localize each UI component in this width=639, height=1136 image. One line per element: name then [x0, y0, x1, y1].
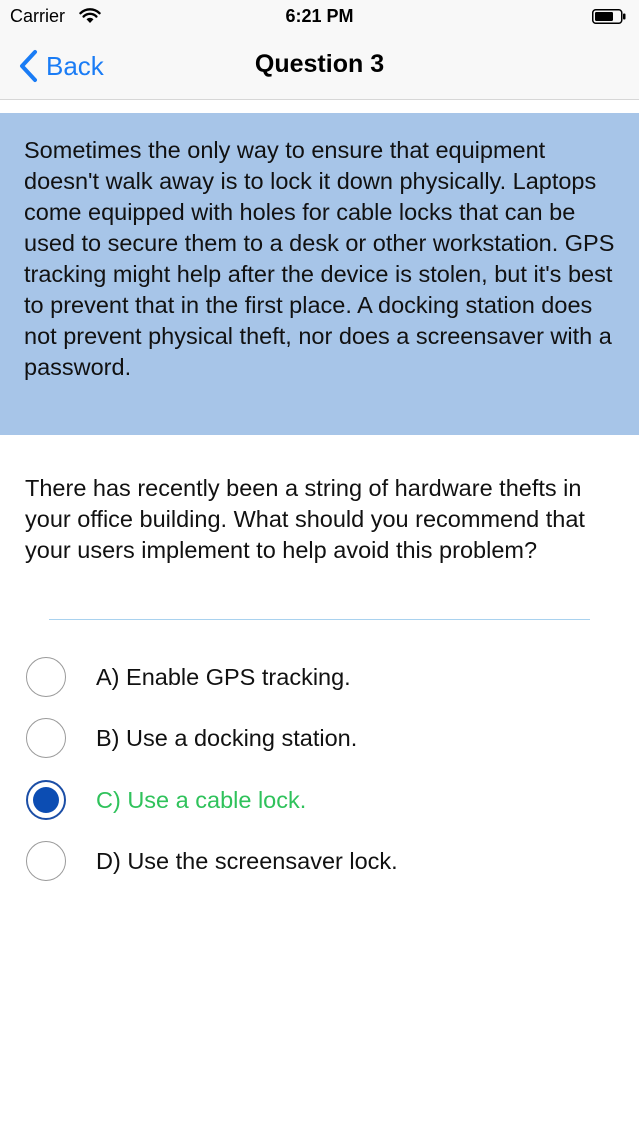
answer-option-b-label: B) Use a docking station.	[96, 724, 358, 751]
question-text: There has recently been a string of hardware thefts in your office building. What should you recommend that your users implement to help avoid this problem?	[25, 475, 585, 563]
answer-option-a[interactable]	[26, 655, 616, 699]
back-label: Back	[46, 50, 104, 81]
carrier-label: Carrier	[10, 6, 66, 26]
status-time: 6:21 PM	[285, 6, 354, 26]
divider	[49, 619, 590, 620]
explanation-panel: Sometimes the only way to ensure that equipment doesn't walk away is to lock it down physically. Laptops come equipped with holes for cable locks that can be used to secure them to a desk or other workstation. GPS tracking might help after the device is stolen, but it's best to prevent that in the first place. A docking station does not prevent physical theft, nor does a screensaver with a password.	[0, 113, 639, 435]
answer-option-d[interactable]	[26, 839, 616, 883]
radio-button-a[interactable]	[26, 657, 66, 697]
radio-button-c[interactable]	[26, 780, 66, 820]
answer-option-a-label: A) Enable GPS tracking.	[96, 663, 351, 690]
radio-button-b[interactable]	[26, 718, 66, 758]
answer-option-c[interactable]	[26, 778, 616, 822]
battery-icon	[592, 9, 626, 24]
navigation-bar	[0, 34, 639, 100]
answer-option-c-label: C) Use a cable lock.	[96, 786, 307, 813]
radio-button-d[interactable]	[26, 841, 66, 881]
answer-option-d-label: D) Use the screensaver lock.	[96, 847, 398, 874]
page-title: Question 3	[254, 50, 385, 78]
status-bar	[0, 0, 639, 34]
answer-option-b[interactable]	[26, 716, 616, 760]
radio-selected-dot	[33, 787, 59, 813]
